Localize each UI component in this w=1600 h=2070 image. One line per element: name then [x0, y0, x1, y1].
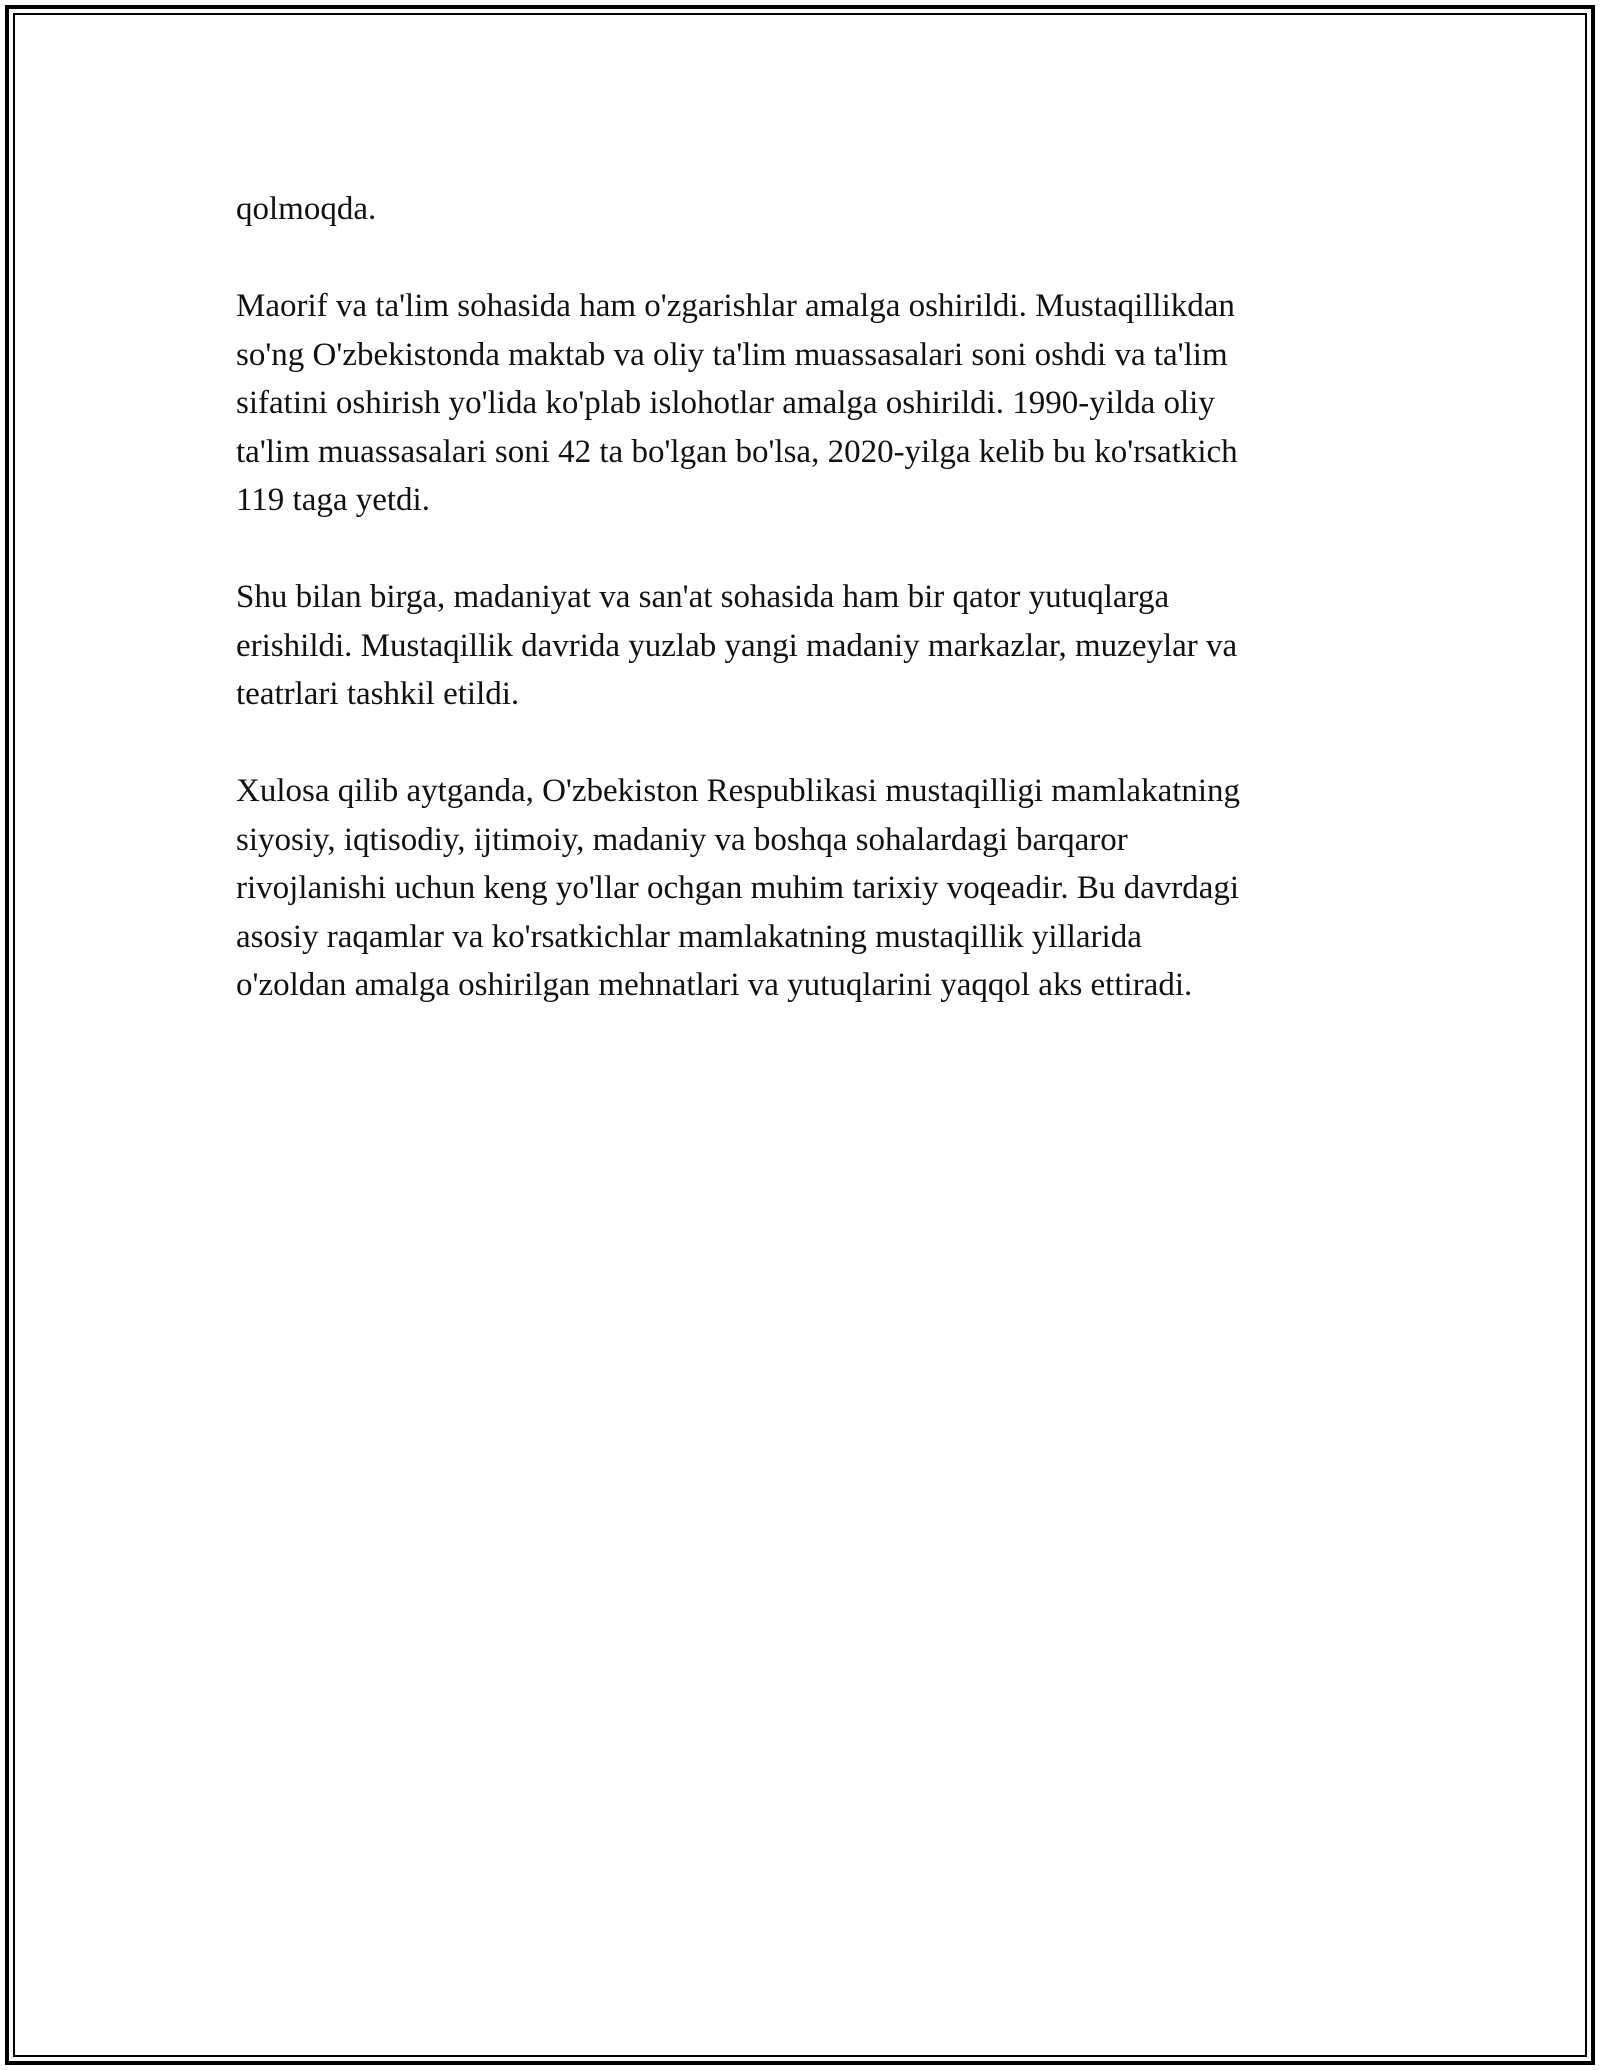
paragraph-continuation: qolmoqda. — [236, 191, 377, 227]
paragraph-education: Maorif va ta'lim sohasida ham o'zgarishlar amalga oshirildi. Mustaqillikdan so'ng O'zbekistonda maktab va oliy ta'lim muassasalari soni oshdi va ta'lim sifatini oshirish yo'lida ko'plab islohotlar amalga oshirildi. 1990-yilda oliy ta'lim muassasalari soni 42 ta bo'lgan bo'lsa, 2020-yilga kelib bu ko'rsatkich 119 taga yetdi. — [236, 288, 1238, 518]
document-body — [236, 185, 1366, 1058]
paragraph-conclusion: Xulosa qilib aytganda, O'zbekiston Respublikasi mustaqilligi mamlakatning siyosiy, iqtisodiy, ijtimoiy, madaniy va boshqa sohalardagi barqaror rivojlanishi uchun keng yo'llar ochgan muhim tarixiy voqeadir. Bu davrdagi asosiy raqamlar va ko'rsatkichlar mamlakatning mustaqillik yillarida o'zoldan amalga oshirilgan mehnatlari va yutuqlarini yaqqol aks ettiradi. — [236, 773, 1241, 1003]
paragraph-culture: Shu bilan birga, madaniyat va san'at sohasida ham bir qator yutuqlarga erishildi. Mustaqillik davrida yuzlab yangi madaniy markazlar, muzeylar va teatrlari tashkil etildi. — [236, 579, 1238, 712]
